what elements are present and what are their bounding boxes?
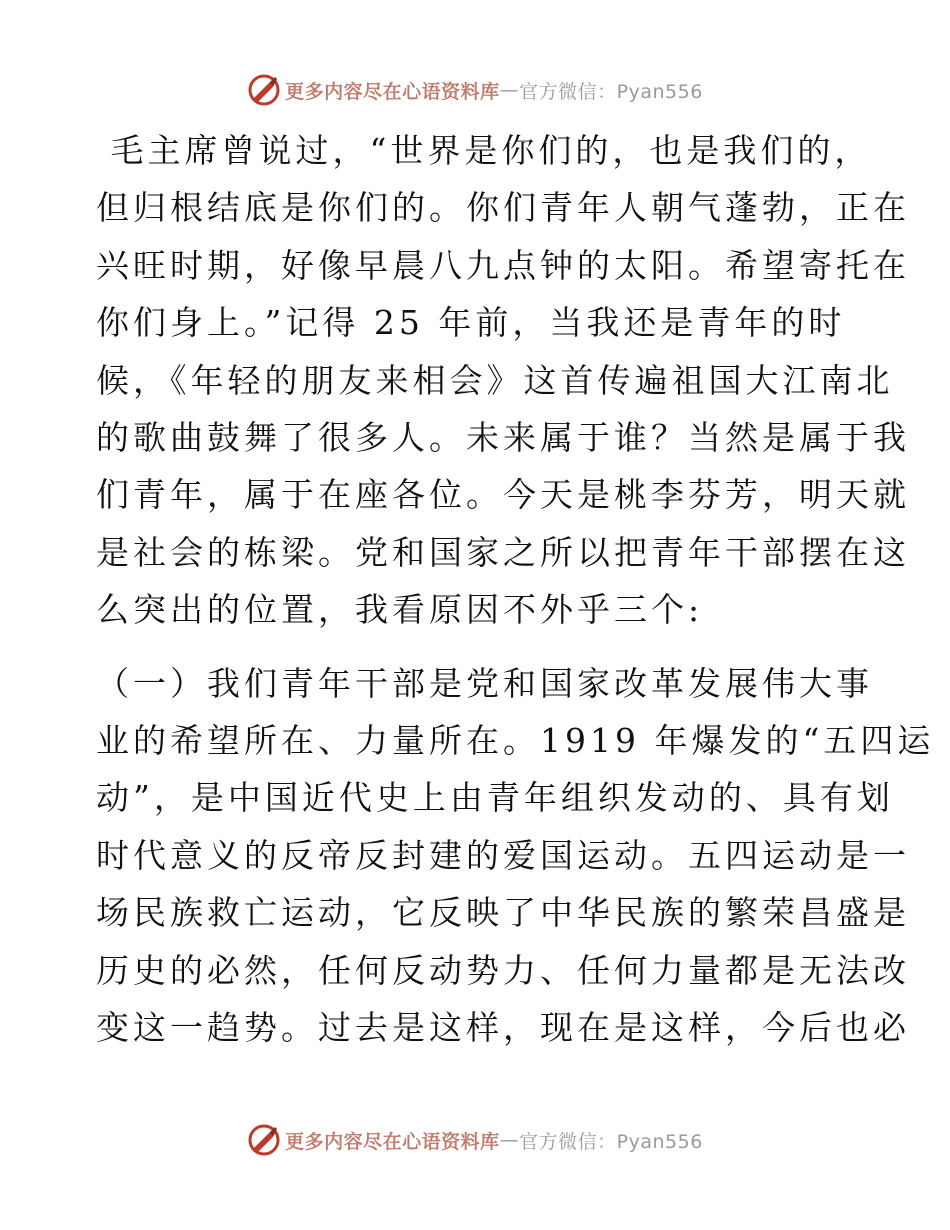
text-line: 的歌曲鼓舞了很多人。未来属于谁？当然是属于我 <box>96 418 910 458</box>
watermark-main-text: 更多内容尽在心语资料库 <box>285 1130 500 1153</box>
text-line: 动”，是中国近代史上由青年组织发动的、具有划 <box>96 778 894 818</box>
text-line: 兴旺时期，好像早晨八九点钟的太阳。希望寄托在 <box>96 245 910 285</box>
pen-logo-icon <box>247 73 281 107</box>
watermark-dash: — <box>499 79 520 101</box>
document-body <box>96 122 935 1057</box>
text-line: 么突出的位置，我看原因不外乎三个: <box>96 590 704 630</box>
watermark-wechat-text: 官方微信：Pyan556 <box>519 1130 703 1153</box>
paragraph-2 <box>96 655 935 1057</box>
text-line: 是社会的栋梁。党和国家之所以把青年干部摆在这 <box>96 532 910 572</box>
text-line: 变这一趋势。过去是这样，现在是这样，今后也必 <box>96 1008 910 1048</box>
pen-logo-icon <box>247 1123 281 1157</box>
text-line: 毛主席曾说过，“世界是你们的，也是我们的， <box>96 131 872 170</box>
text-line: 但归根结底是你们的。你们青年人朝气蓬勃，正在 <box>96 188 910 228</box>
text-line: 们青年，属于在座各位。今天是桃李芬芳，明天就 <box>96 475 910 515</box>
watermark-dash: — <box>499 1129 520 1151</box>
text-line: （一）我们青年干部是党和国家改革发展伟大事 <box>96 663 873 703</box>
watermark-main-text: 更多内容尽在心语资料库 <box>285 80 500 103</box>
paragraph-1 <box>96 122 910 639</box>
text-line: 你们身上。”记得 25 年前，当我还是青年的时 <box>96 303 846 343</box>
watermark-banner-top <box>0 70 950 110</box>
text-line: 场民族救亡运动，它反映了中华民族的繁荣昌盛是 <box>96 893 910 933</box>
text-line: 业的希望所在、力量所在。1919 年爆发的“五四运 <box>96 721 935 761</box>
text-line: 时代意义的反帝反封建的爱国运动。五四运动是一 <box>96 835 910 875</box>
watermark-wechat-text: 官方微信：Pyan556 <box>519 80 703 103</box>
text-line: 候，《年轻的朋友来相会》这首传遍祖国大江南北 <box>96 360 894 400</box>
text-line: 历史的必然，任何反动势力、任何力量都是无法改 <box>96 950 910 990</box>
watermark-banner-bottom <box>0 1120 950 1160</box>
